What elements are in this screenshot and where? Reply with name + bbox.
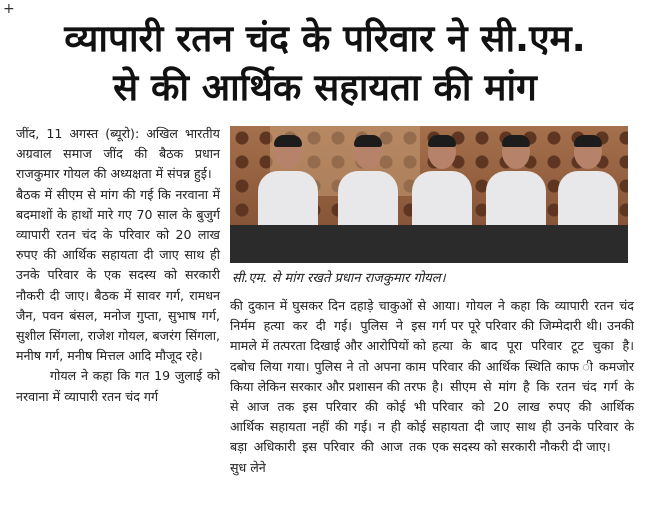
corner-mark: + [3, 1, 15, 17]
photo-table [230, 225, 628, 263]
article-column-2 [230, 296, 426, 478]
headline-line-1: व्यापारी रतन चंद के परिवार ने सी.एम. [64, 17, 586, 60]
headline [0, 14, 650, 112]
dateline-paragraph: जींद, 11 अगस्त (ब्यूरो): अखिल भारतीय अग्रवाल समाज जींद की बैठक प्रधान राजकुमार गोयल की अध्यक्षता में संपन्न हुई। [16, 126, 220, 182]
goyal-statement-paragraph: गोयल ने कहा कि गत 19 जुलाई को नरवाना में व्यापारी रतन चंद गर्ग [16, 368, 220, 404]
headline-line-2: से की आर्थिक सहायता की मांग [113, 66, 537, 109]
conclusion-paragraph: आया। गोयल ने कहा कि व्यापारी रतन चंद गर्ग पर पूरे परिवार की जिम्मेदारी थी। उनकी हत्या के बाद पूरा परिवार टूट चुका है। परिवार की आर्थिक स्थिति काफ ी कमजोर है। सीएम से मांग है कि रतन चंद गर्ग के परिवार को 20 लाख रुपए की आर्थिक सहायता दी जाए साथ ही उनके परिवार के एक सदस्य को सरकारी नौकरी दी जाए। [432, 298, 634, 455]
meeting-photo [230, 126, 628, 263]
photo-caption: सी.एम. से मांग रखते प्रधान राजकुमार गोयल। [232, 271, 446, 286]
article-column-1 [16, 124, 220, 407]
incident-paragraph: की दुकान में घुसकर दिन दहाड़े चाकुओं से निर्मम हत्या कर दी गई। पुलिस ने इस मामले में तत्परता दिखाई और आरोपियों को दबोच लिया गया। पुलिस ने तो अपना काम किया लेकिन सरकार और प्रशासन की तरफ से आज तक इस परिवार की कोई भी आर्थिक सहायता नहीं की गई। न ही कोई बड़ा अधिकारी इस परिवार की आज तक सुध लेने [230, 298, 426, 475]
article-column-3 [432, 296, 634, 458]
demand-paragraph: बैठक में सीएम से मांग की गई कि नरवाना में बदमाशों के हाथों मारे गए 70 साल के बुजुर्ग व्यापारी रतन चंद के परिवार को 20 लाख रुपए की आर्थिक सहायता दी जाए साथ ही उनके परिवार के एक सदस्य को सरकारी नौकरी दी जाए। बैठक में सावर गर्ग, रामधन जैन, पवन बंसल, मनोज गुप्ता, सुभाष गर्ग, सुशील सिंगला, राजेश गोयल, बजरंग सिंगला, मनीष गर्ग, मनीष मित्तल आदि मौजूद रहे। [16, 186, 220, 364]
